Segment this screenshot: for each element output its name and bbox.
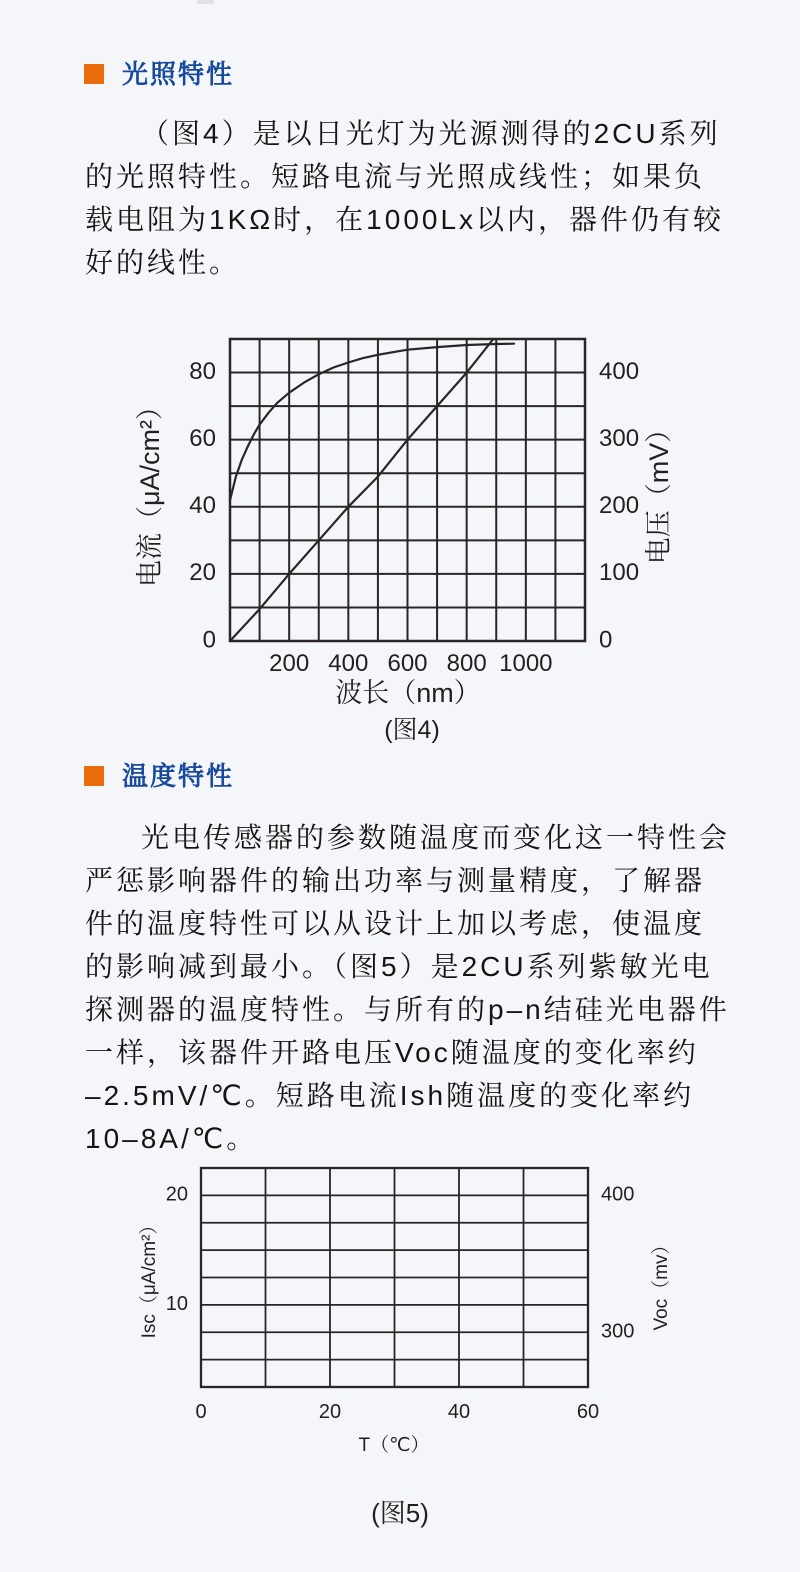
x-axis-tick: 60 (576, 1401, 600, 1423)
figure-caption: (图4) (384, 716, 440, 744)
left-axis-tick: 80 (189, 357, 216, 385)
paragraph-line: 载电阻为1KΩ时，在1000Lx以内，器件仍有较 (85, 204, 725, 235)
left-axis-tick: 20 (165, 1183, 188, 1206)
right-axis-tick: 0 (599, 626, 613, 654)
paragraph-line: 的影响减到最小。（图5）是2CU系列紫敏光电 (85, 951, 713, 982)
section-header-temperature (84, 763, 234, 789)
left-axis-tick: 40 (189, 492, 216, 520)
x-axis-tick: 400 (328, 650, 369, 677)
left-axis-tick: 20 (189, 559, 216, 587)
figure-caption: (图5) (371, 1498, 429, 1528)
x-axis-tick: 20 (318, 1401, 342, 1423)
orange-square-bullet-icon (84, 766, 104, 786)
section-title-light: 光照特性 (122, 59, 235, 89)
section-header-light (84, 61, 234, 87)
left-axis-tick: 0 (202, 626, 216, 654)
left-axis-tick: 60 (189, 425, 216, 453)
orange-square-bullet-icon (84, 64, 104, 84)
x-axis-label: 波长（nm） (335, 678, 481, 708)
x-axis-tick: 0 (195, 1401, 207, 1423)
paragraph-line: –2.5mV/℃。短路电流Ish随温度的变化率约 (85, 1080, 695, 1111)
right-axis-tick: 300 (599, 425, 640, 453)
x-axis-tick: 1000 (499, 650, 553, 677)
top-edge-artifact (197, 0, 214, 4)
left-axis-label: Isc（μA/cm²） (139, 1215, 161, 1339)
figure-4-chart (0, 330, 800, 750)
figure-5-chart (0, 1150, 800, 1572)
paragraph-line: 探测器的温度特性。与所有的p–n结硅光电器件 (85, 994, 730, 1025)
right-axis-tick: 100 (599, 559, 640, 587)
x-axis-tick: 200 (269, 650, 310, 677)
chart-svg (0, 1150, 800, 1572)
paragraph-line: 严惩影响器件的输出功率与测量精度，了解器 (85, 865, 706, 896)
paragraph-line: 10–8A/℃。 (85, 1123, 258, 1154)
paragraph-line: 光电传感器的参数随温度而变化这一特性会 (141, 822, 731, 853)
x-axis-label: T（℃） (358, 1435, 430, 1456)
paragraph-line: 的光照特性。短路电流与光照成线性；如果负 (85, 161, 706, 192)
x-axis-tick: 800 (446, 650, 487, 677)
section-title-temperature: 温度特性 (122, 761, 235, 791)
chart-svg (0, 330, 800, 750)
paragraph-line: （图4）是以日光灯为光源测得的2CU系列 (141, 118, 721, 149)
paragraph-line: 好的线性。 (85, 247, 241, 278)
right-axis-tick: 400 (599, 357, 640, 385)
right-axis-tick: 200 (599, 492, 640, 520)
right-axis-tick: 400 (601, 1183, 635, 1206)
paragraph-light-characteristics (85, 112, 725, 284)
paragraph-line: 一样，该器件开路电压Voc随温度的变化率约 (85, 1037, 699, 1068)
linear-current-line (230, 339, 493, 641)
left-axis-label: 电流（μA/cm²） (135, 392, 166, 588)
left-axis-tick: 10 (165, 1293, 188, 1316)
x-axis-tick: 600 (387, 650, 428, 677)
right-axis-label: Voc（mv） (651, 1235, 673, 1331)
paragraph-line: 件的温度特性可以从设计上加以考虑，使温度 (85, 908, 706, 939)
right-axis-tick: 300 (601, 1320, 635, 1343)
right-axis-label: 电压（mV） (644, 415, 675, 565)
paragraph-temperature-characteristics (85, 816, 731, 1160)
x-axis-tick: 40 (447, 1401, 471, 1423)
